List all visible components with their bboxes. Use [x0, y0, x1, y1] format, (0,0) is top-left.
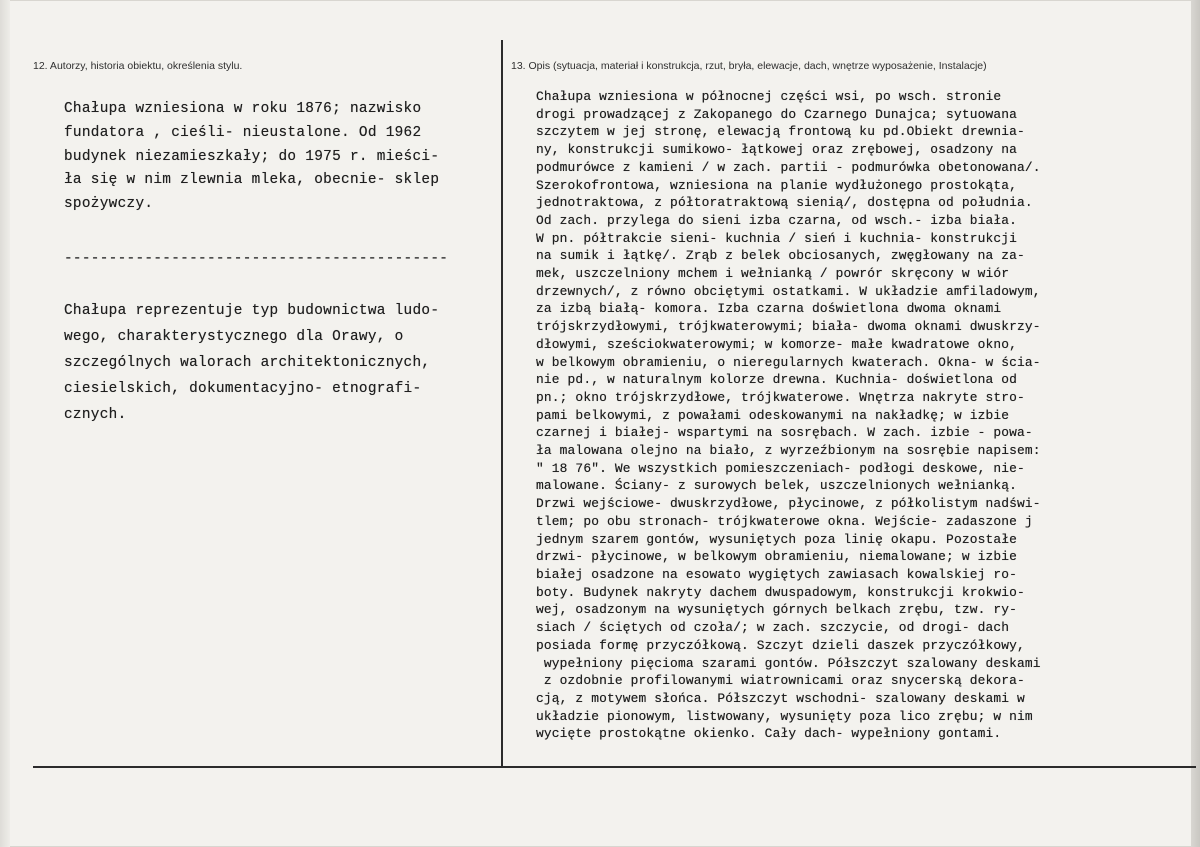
paper-edge-right — [1191, 0, 1200, 847]
paper-edge-left — [0, 0, 10, 847]
typed-dash-divider: ------------------------------------------- — [64, 251, 449, 267]
section-12-header: 12. Autorzy, historia obiektu, określenia stylu. — [33, 60, 243, 72]
history-paragraph: Chałupa wzniesiona w roku 1876; nazwisko fundatora , cieśli- nieustalone. Od 1962 budynek niezamieszkały; do 1975 r. mieści- ła się w nim zlewnia mleka, obecnie- sklep spożywczy. — [64, 101, 440, 213]
style-paragraph: Chałupa reprezentuje typ budownictwa ludo- wego, charakterystycznego dla Orawy, o szczególnych walorach architektonicznych, ciesielskich, dokumentacyjno- etnografi- cznych. — [64, 303, 440, 423]
column-divider-line — [501, 40, 503, 768]
section-13-header: 13. Opis (sytuacja, materiał i konstrukcja, rzut, bryła, elewacje, dach, wnętrze wyposażenie, Instalacje) — [511, 60, 987, 72]
description-paragraph: Chałupa wzniesiona w północnej części wsi, po wsch. stronie drogi prowadzącej z Zakopanego do Czarnego Dunajca; sytuowana szczytem w jej stronę, elewacją frontową ku pd.Obiekt drewnia- ny, konstrukcji sumikowo- łątkowej oraz zrębowej, osadzony na podmurówce z kamieni / w zach. partii - podmurówka obetonowana/. Szerokofrontowa, wzniesiona na planie wydłużonego prostokąta, jednotraktowa, z półtoratraktową sienią/, dostępna od południa. Od zach. przylega do sieni izba czarna, od wsch.- izba biała. W pn. półtrakcie sieni- kuchnia / sień i kuchnia- konstrukcji na sumik i łątkę/. Zrąb z belek obciosanych, zwęgłowany na za- mek, uszczelniony mchem i wełnianką / powrór skręcony w wiór drzewnych/, z równo obciętymi ostatkami. W układzie amfiladowym, za izbą białą- komora. Izba czarna doświetlona dwoma oknami trójskrzydłowymi, trójkwaterowymi; biała- dwoma oknami dwuskrzy- dłowymi, sześciokwaterowymi; w komorze- małe kwadratowe okno, w belkowym obramieniu, o nieregularnych kwaterach. Okna- w ścia- nie pd., w naturalnym kolorze drewna. Kuchnia- doświetlona od pn.; okno trójskrzydłowe, trójkwaterowe. Wnętrza nakryte stro- pami belkowymi, z powałami odeskowanymi na nakładkę; w izbie czarnej i białej- wspartymi na sosrębach. W zach. izbie - powa- ła malowana olejno na biało, z wyrzeźbionym na sosrębie napisem: " 18 76". We wszystkich pomieszczeniach- podłogi deskowe, nie- malowane. Ściany- z surowych belek, uszczelnionych wełnianką. Drzwi wejściowe- dwuskrzydłowe, płycinowe, z półkolistym nadświ- tlem; po obu stronach- trójkwaterowe okna. Wejście- zadaszone j jednym szarem gontów, wysuniętych poza linię okapu. Pozostałe drzwi- płycinowe, w belkowym obramieniu, niemalowane; w izbie białej osadzone na esowato wygiętych zawiasach kowalskiej ro- boty. Budynek nakryty dachem dwuspadowym, konstrukcji krokwio- wej, osadzonym na wysuniętych górnych belkach zrębu, tzw. ry- siach / ściętych od czoła/; w zach. szczycie, od drogi- dach posiada formę przyczółkową. Szczyt dzieli daszek przyczółkowy, wypełniony pięcioma szarami gontów. Półszczyt szalowany deskami z ozdobnie profilowanymi wiatrownicami oraz snycerską dekora- cją, z motywem słońca. Półszczyt wschodni- szalowany deskami w układzie pionowym, listwowany, wysunięty poza lico zrębu; w nim wycięte prostokątne okienko. Cały dach- wypełniony gontami. — [536, 89, 1041, 742]
bottom-rule-line — [33, 766, 1196, 768]
